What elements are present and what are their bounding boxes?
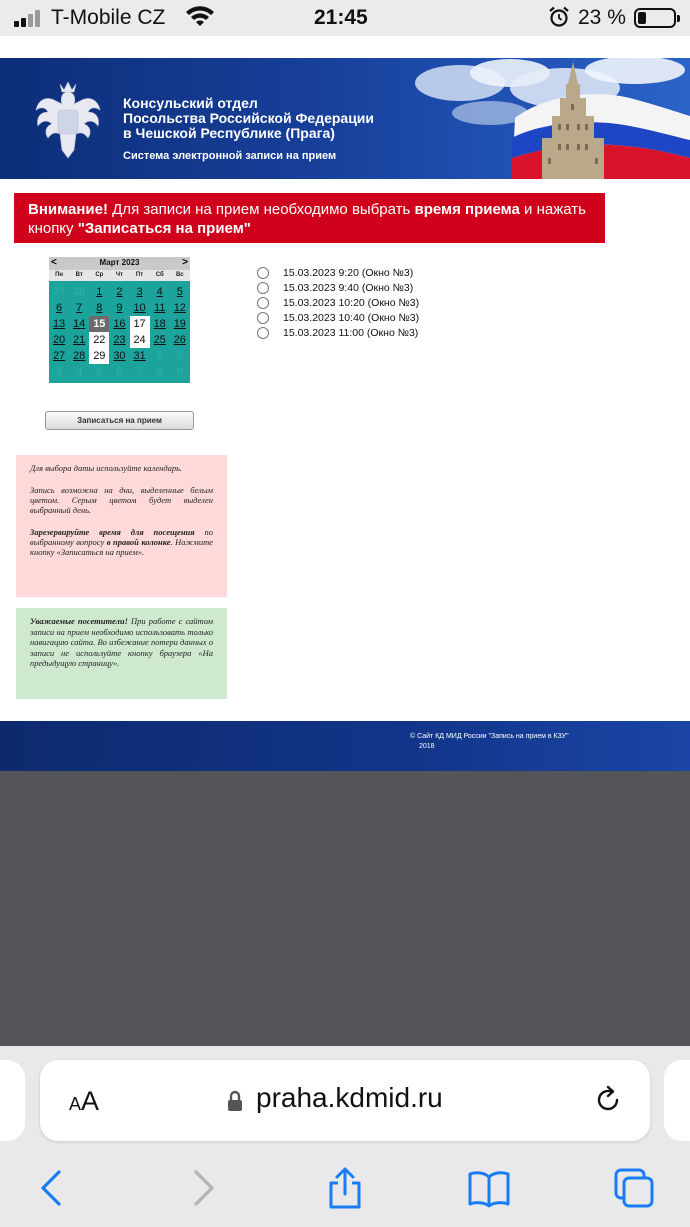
calendar-week-row (49, 348, 190, 364)
calendar-day[interactable]: 9 (116, 302, 123, 314)
time-slot-list (257, 265, 419, 340)
banner-title-line: в Чешской Республике (Прага) (123, 125, 335, 141)
prev-month-button[interactable]: < (51, 257, 57, 268)
coat-of-arms-icon (32, 80, 104, 164)
calendar-week-row (49, 316, 190, 332)
calendar-day: 8 (156, 366, 163, 378)
calendar-day[interactable]: 26 (173, 334, 186, 346)
radio-button[interactable] (257, 297, 269, 309)
alert-bold: "Записаться на прием" (77, 220, 251, 237)
notice-bold: Уважаемые посетители! (30, 616, 128, 626)
weekday-label: Вс (175, 272, 184, 278)
calendar-day: 27 (52, 286, 66, 298)
calendar-day[interactable]: 19 (173, 318, 186, 330)
time-slot-label: 15.03.2023 9:40 (Окно №3) (283, 281, 414, 294)
time-slot-label: 15.03.2023 10:20 (Окно №3) (283, 296, 420, 309)
instructions-bold: Зарезервируйте время для посещения (30, 527, 195, 537)
calendar-day[interactable]: 27 (52, 350, 66, 362)
calendar-day[interactable]: 4 (156, 286, 163, 298)
calendar-day[interactable]: 28 (73, 350, 86, 362)
address-bar[interactable] (40, 1060, 650, 1141)
page-overscroll-area (0, 771, 690, 1046)
calendar-day[interactable]: 29 (89, 348, 109, 364)
calendar-day[interactable]: 31 (133, 350, 146, 362)
calendar-week-row (49, 284, 190, 300)
calendar-day[interactable]: 20 (52, 334, 66, 346)
date-calendar (49, 257, 190, 383)
time-slot-label: 15.03.2023 10:40 (Окно №3) (283, 311, 420, 324)
calendar-day: 6 (116, 366, 123, 378)
banner-subtitle: Система электронной записи на прием (123, 150, 337, 162)
calendar-day[interactable]: 14 (73, 318, 86, 330)
visitor-notice-box (16, 608, 227, 699)
calendar-day: 4 (76, 366, 83, 378)
notice-text: При работе с сайтом записи на прием необходимо использовать только навигацию сайта. Во избежание потери данных о записи не используйте кнопку браузера «На предыдущую страницу». (30, 616, 213, 668)
bookmarks-icon[interactable] (467, 1166, 511, 1210)
instructions-text (30, 527, 213, 557)
calendar-day[interactable]: 25 (153, 334, 166, 346)
calendar-header (49, 257, 190, 270)
calendar-day: 9 (176, 366, 183, 378)
calendar-day[interactable]: 23 (113, 334, 126, 346)
calendar-day: 1 (156, 350, 163, 362)
back-icon[interactable] (31, 1166, 75, 1210)
calendar-day[interactable]: 3 (136, 286, 143, 298)
calendar-day: 3 (56, 366, 63, 378)
wifi-icon (185, 6, 215, 28)
time-slot-label: 15.03.2023 11:00 (Окно №3) (283, 326, 419, 339)
time-slot-label: 15.03.2023 9:20 (Окно №3) (283, 266, 414, 279)
calendar-day[interactable]: 24 (130, 332, 150, 348)
calendar-day[interactable]: 13 (52, 318, 66, 330)
banner-title (123, 96, 423, 141)
forward-icon[interactable] (180, 1166, 224, 1210)
calendar-week-row (49, 364, 190, 380)
calendar-day: 2 (176, 350, 183, 362)
status-bar (0, 0, 690, 36)
calendar-day[interactable]: 16 (113, 318, 126, 330)
alert-bold: время приема (414, 201, 520, 218)
weekday-label: Пт (135, 272, 144, 278)
next-month-button[interactable]: > (182, 257, 188, 268)
browser-toolbar (0, 1046, 690, 1227)
calendar-day: 7 (136, 366, 143, 378)
banner-title-line: Посольства Российской Федерации (123, 110, 375, 126)
radio-button[interactable] (257, 312, 269, 324)
weekday-label: Ср (95, 272, 104, 278)
instructions-text: Запись возможна на дни, выделенные белым цветом. Серым цветом будет выделен выбранный день. (30, 485, 213, 515)
calendar-week-row (49, 300, 190, 316)
time-slot-option[interactable] (257, 280, 419, 295)
footer-copyright: © Сайт КД МИД России "Запись на прием в КЗУ" (410, 733, 569, 740)
radio-button[interactable] (257, 327, 269, 339)
banner-title-line: Консульский отдел (123, 95, 258, 111)
alert-text: и нажать кнопку (28, 201, 586, 237)
site-header-banner (0, 58, 690, 179)
signal-icon (14, 9, 44, 27)
calendar-day[interactable]: 22 (89, 332, 109, 348)
alert-text: Для записи на прием необходимо выбрать (107, 201, 415, 218)
calendar-day[interactable]: 1 (96, 286, 103, 298)
battery-icon (634, 8, 676, 28)
weekday-label: Пн (55, 272, 64, 278)
time-slot-option[interactable] (257, 295, 419, 310)
radio-button[interactable] (257, 267, 269, 279)
calendar-month-label: Март 2023 (99, 258, 140, 267)
instructions-span: по выбранному вопросу (30, 527, 213, 547)
calendar-day[interactable]: 17 (130, 316, 150, 332)
lock-icon (227, 1090, 243, 1112)
alert-bold: Внимание! (28, 201, 108, 218)
reader-settings-button[interactable] (69, 1086, 99, 1117)
reload-icon[interactable] (592, 1084, 624, 1116)
calendar-week-row (49, 332, 190, 348)
time-slot-option[interactable] (257, 265, 419, 280)
calendar-day[interactable]: 10 (133, 302, 146, 314)
attention-alert (14, 193, 605, 243)
weekday-label: Чт (115, 272, 124, 278)
calendar-day[interactable]: 6 (56, 302, 63, 314)
book-appointment-button[interactable]: Записаться на прием (45, 411, 194, 430)
calendar-day[interactable]: 7 (76, 302, 83, 314)
site-footer (0, 721, 690, 771)
calendar-day[interactable]: 12 (173, 302, 186, 314)
instructions-span: . Нажмите кнопку «Записаться на прием». (30, 537, 213, 557)
time-slot-option[interactable] (257, 310, 419, 325)
instructions-text: Для выбора даты используйте календарь. (30, 463, 183, 473)
aa-large: A (81, 1086, 100, 1116)
tabs-icon[interactable] (612, 1166, 656, 1210)
aa-small: A (69, 1094, 82, 1114)
calendar-day: 5 (96, 366, 103, 378)
share-icon[interactable] (323, 1166, 367, 1210)
calendar-day[interactable]: 18 (153, 318, 166, 330)
calendar-day[interactable]: 2 (116, 286, 123, 298)
carrier-name: T-Mobile CZ (51, 6, 166, 29)
next-tab-preview[interactable] (664, 1060, 690, 1141)
calendar-day-selected[interactable]: 15 (89, 316, 109, 332)
alarm-icon (548, 6, 570, 28)
instructions-box (16, 455, 227, 597)
calendar-day[interactable]: 5 (176, 286, 183, 298)
flag-and-building-image (400, 58, 690, 179)
url-text[interactable]: praha.kdmid.ru (256, 1082, 443, 1113)
previous-tab-preview[interactable] (0, 1060, 25, 1141)
weekday-label: Сб (155, 272, 164, 278)
calendar-day[interactable]: 8 (96, 302, 103, 314)
calendar-day[interactable]: 21 (73, 334, 86, 346)
calendar-day[interactable]: 11 (153, 302, 166, 314)
calendar-grid (49, 284, 190, 380)
clock: 21:45 (314, 6, 368, 29)
calendar-weekdays (49, 270, 190, 281)
radio-button[interactable] (257, 282, 269, 294)
battery-percent: 23 % (578, 6, 626, 29)
instructions-bold: в правой колонке (106, 537, 171, 547)
time-slot-option[interactable] (257, 325, 419, 340)
weekday-label: Вт (75, 272, 83, 278)
footer-year: 2018 (419, 743, 435, 750)
calendar-day[interactable]: 30 (113, 350, 126, 362)
calendar-day: 28 (73, 286, 86, 298)
